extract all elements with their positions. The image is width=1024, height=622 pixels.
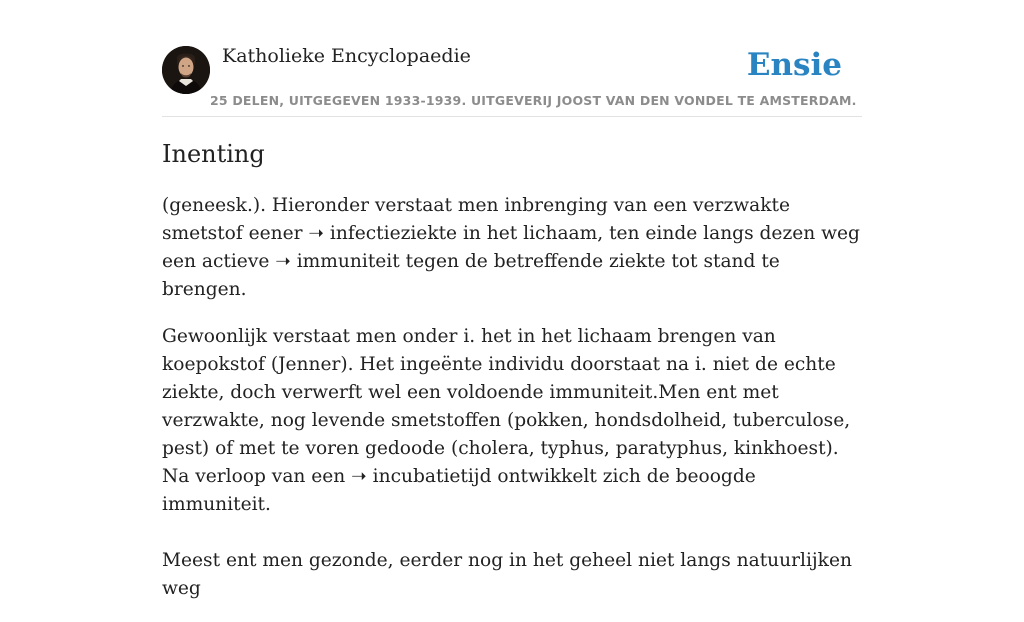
article-title: Inenting [162,140,265,168]
publication-meta: 25 DELEN, UITGEGEVEN 1933-1939. UITGEVERIJ JOOST VAN DEN VONDEL TE AMSTERDAM. [210,93,857,108]
article-paragraph: (geneesk.). Hieronder verstaat men inbrenging van een verzwakte smetstof eener ➝ infectieziekte in het lichaam, ten einde langs dezen weg een actieve ➝ immuniteit tegen de betreffende ziekte tot stand te brengen. [162,195,860,300]
publication-title[interactable]: Katholieke Encyclopaedie [222,45,471,67]
portrait-icon [162,46,210,94]
site-logo[interactable]: Ensie [746,47,842,83]
publication-avatar[interactable] [162,46,210,94]
page [162,0,862,599]
site-header [162,0,862,117]
article-body [162,192,867,622]
article-paragraph: Gewoonlijk verstaat men onder i. het in het lichaam brengen van koepokstof (Jenner). Het ingeënte individu doorstaat na i. niet de echte ziekte, doch verwerft wel een voldoende immuniteit.Men ent met verzwakte, nog levende smetstoffen (pokken, hondsdolheid, tuberculose, pest) of met te voren gedoode (cholera, typhus, paratyphus, kinkhoest). Na verloop van een ➝ incubatietijd ontwikkelt zich de beoogde immuniteit. [162,326,851,515]
article-paragraph: Meest ent men gezonde, eerder nog in het geheel niet langs natuurlijken weg [162,550,852,599]
